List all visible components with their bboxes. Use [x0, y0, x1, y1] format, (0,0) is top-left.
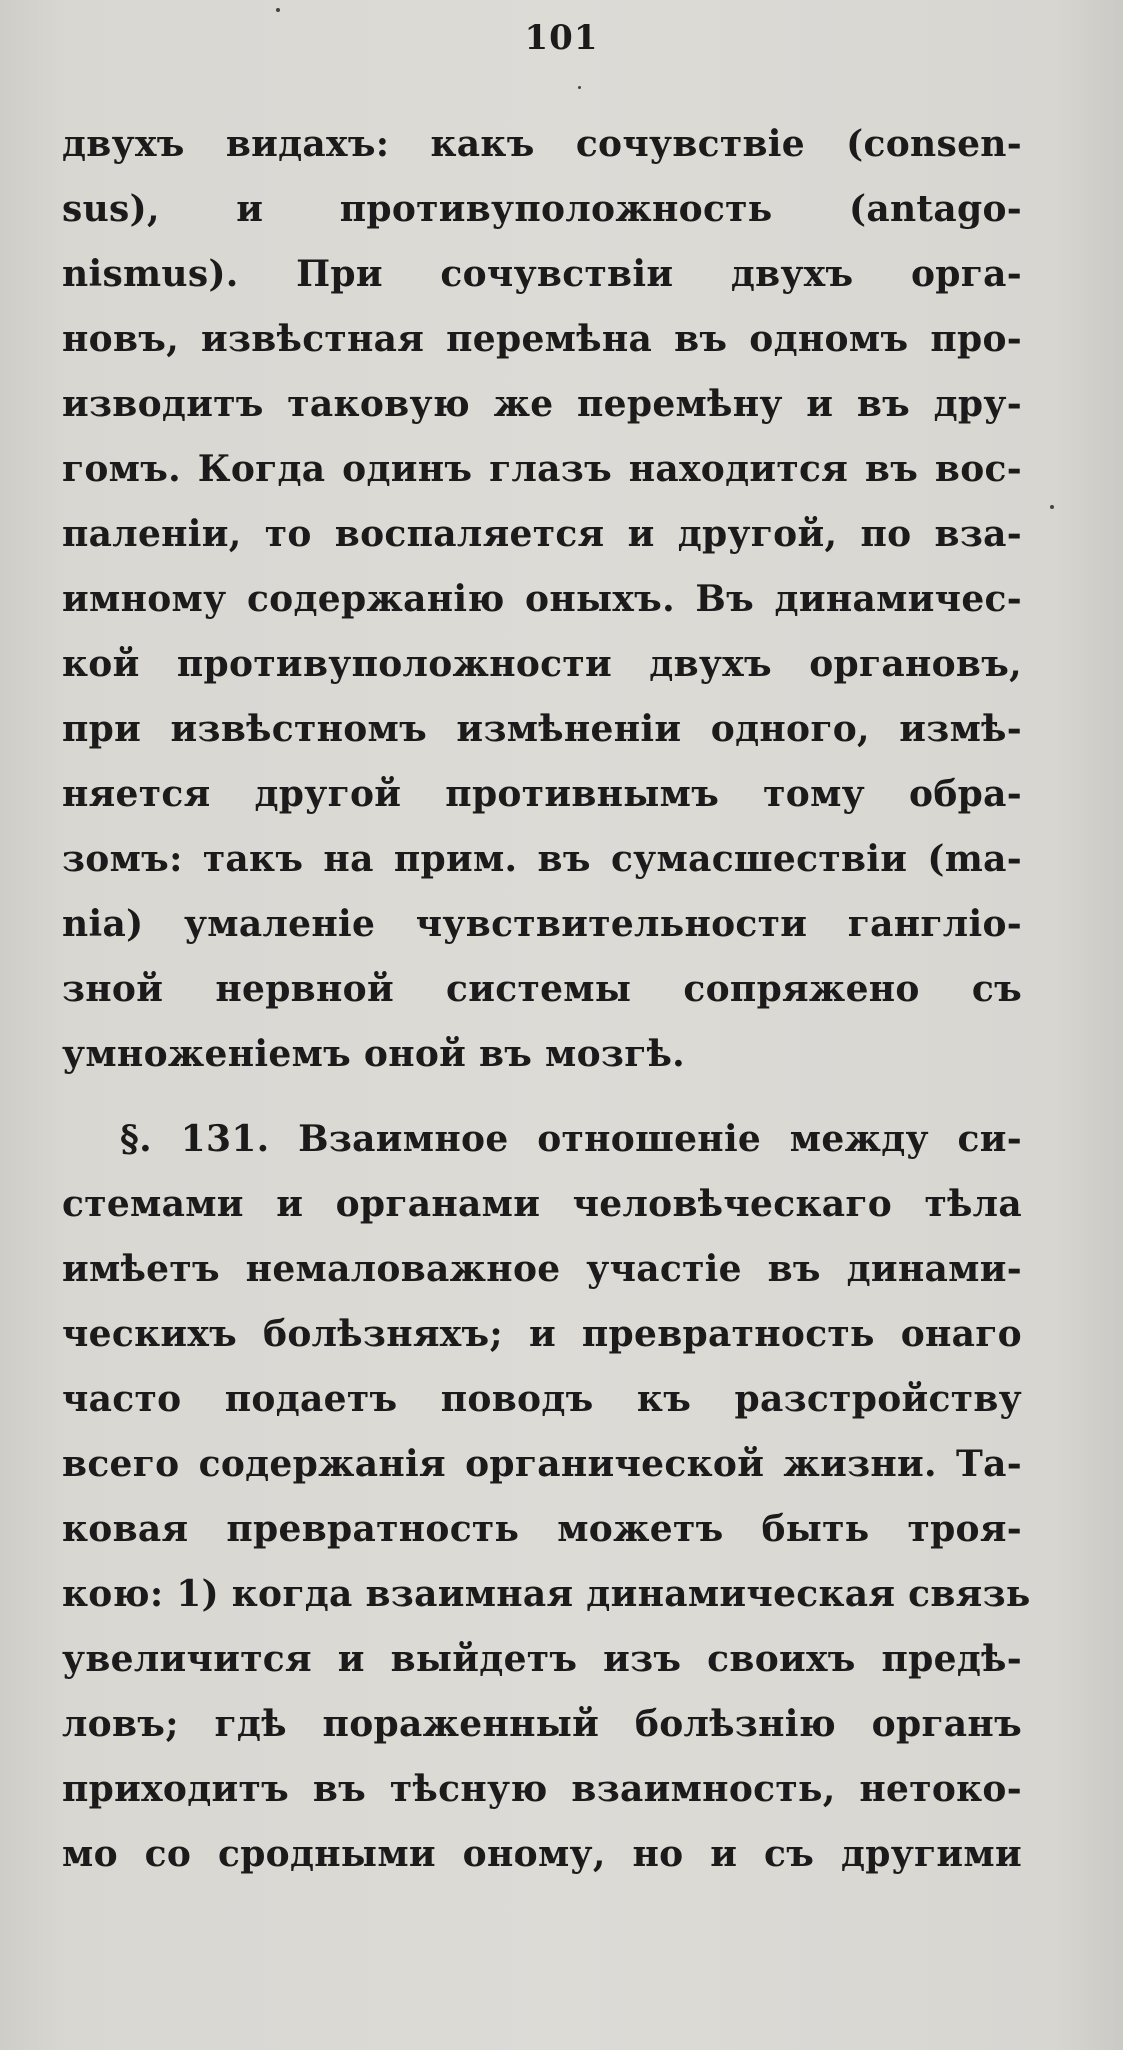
text-line: увеличится и выйдетъ изъ своихъ предѣ- — [62, 1638, 1022, 1680]
text-line: новъ, извѣстная перемѣна въ одномъ про- — [62, 318, 1022, 360]
text-line: ковая превратность можетъ быть троя- — [62, 1508, 1022, 1550]
text-line: двухъ видахъ: какъ сочувствіе (consen- — [62, 123, 1022, 165]
text-line: зной нервной системы сопряжено съ — [62, 968, 1022, 1010]
text-line: кою: 1) когда взаимная динамическая связь — [62, 1573, 1031, 1615]
text-line: часто подаетъ поводъ къ разстройству — [62, 1378, 1022, 1420]
body-text — [62, 112, 1031, 1887]
print-speck — [276, 8, 280, 12]
text-line: умноженіемъ оной въ мозгѣ. — [62, 1033, 686, 1075]
text-line: при извѣстномъ измѣненіи одного, измѣ- — [62, 708, 1022, 750]
text-line: ческихъ болѣзняхъ; и превратность онаго — [62, 1313, 1022, 1355]
text-line: ловъ; гдѣ пораженный болѣзнію органъ — [62, 1703, 1022, 1745]
text-line: всего содержанія органической жизни. Та- — [62, 1443, 1022, 1485]
paragraph-2 — [62, 1107, 1031, 1887]
print-speck — [578, 86, 581, 89]
paragraph-1 — [62, 112, 1022, 1087]
text-line: nia) умаленіе чувствительности гангліо- — [62, 903, 1022, 945]
paragraph-gap — [62, 1087, 1022, 1107]
text-line: кой противуположности двухъ органовъ, — [62, 643, 1022, 685]
text-line: приходитъ въ тѣсную взаимность, нетоко- — [62, 1768, 1022, 1810]
text-line: изводитъ таковую же перемѣну и въ дру- — [62, 383, 1022, 425]
text-line: няется другой противнымъ тому обра- — [62, 773, 1022, 815]
text-line: зомъ: такъ на прим. въ сумасшествіи (ma- — [62, 838, 1022, 880]
text-line: имному содержанію оныхъ. Въ динамичес- — [62, 578, 1022, 620]
page-number: 101 — [524, 18, 599, 58]
text-line: имѣетъ немаловажное участіе въ динами- — [62, 1248, 1022, 1290]
text-line: §. 131. Взаимное отношеніе между си- — [120, 1118, 1022, 1160]
text-line: гомъ. Когда одинъ глазъ находится въ вос- — [62, 448, 1022, 490]
text-line: паленіи, то воспаляется и другой, по вза- — [62, 513, 1022, 555]
text-line: nismus). При сочувствіи двухъ орга- — [62, 253, 1022, 295]
print-speck — [1050, 505, 1054, 509]
text-line: sus), и противуположность (antago- — [62, 188, 1022, 230]
text-line: мо со сродными оному, но и съ другими — [62, 1833, 1022, 1875]
text-line: стемами и органами человѣческаго тѣла — [62, 1183, 1022, 1225]
